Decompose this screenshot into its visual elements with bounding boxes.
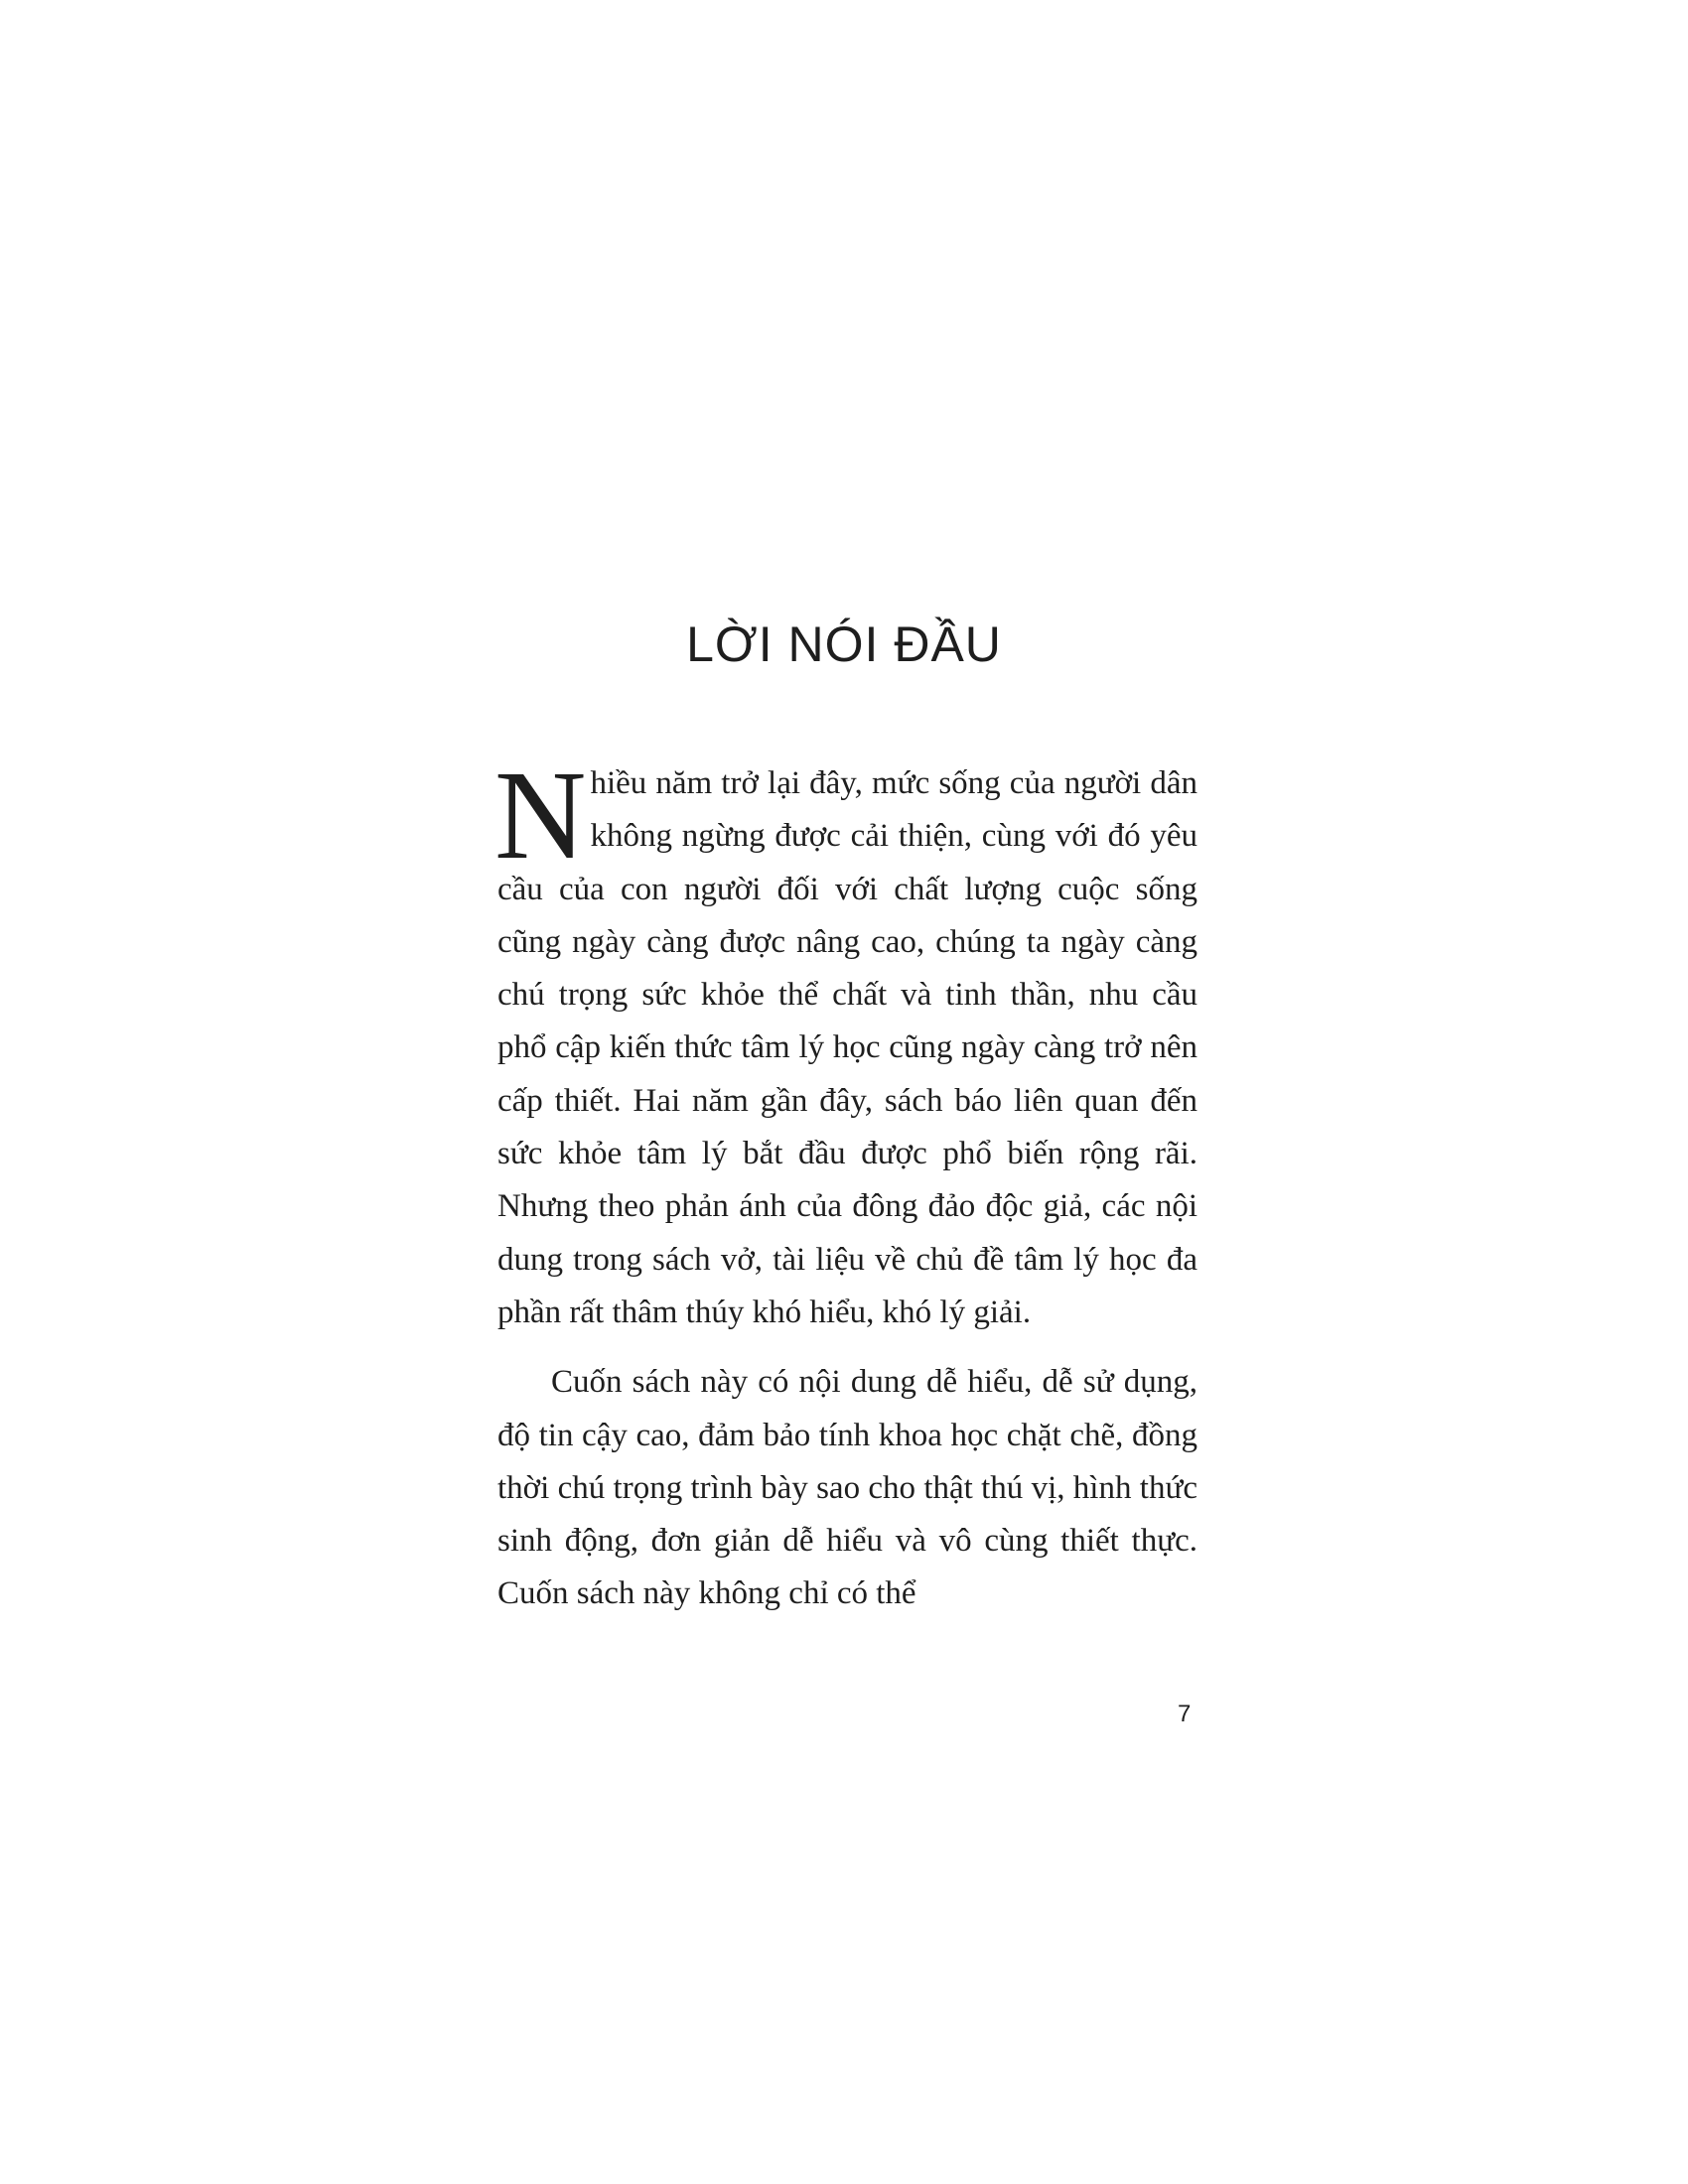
- drop-cap: N: [494, 745, 587, 886]
- page-number: 7: [1178, 1701, 1192, 1727]
- body-text: [494, 745, 1197, 1621]
- page-title: LỜI NÓI ĐẦU: [686, 616, 1002, 672]
- paragraph-1: [494, 745, 1197, 1339]
- paragraph-1-text: hiều năm trở lại đây, mức sống của người dân không ngừng được cải thiện, cùng với đó yêu cầu của con người đối với chất lượng cuộc sống cũng ngày càng được nâng cao, chúng ta ngày càng chú trọng sức khỏe thể chất và tinh thần, nhu cầu phổ cập kiến thức tâm lý học cũng ngày càng trở nên cấp thiết. Hai năm gần đây, sách báo liên quan đến sức khỏe tâm lý bắt đầu được phổ biến rộng rãi. Nhưng theo phản ánh của đông đảo độc giả, các nội dung trong sách vở, tài liệu về chủ đề tâm lý học đa phần rất thâm thúy khó hiểu, khó lý giải.: [497, 765, 1197, 1330]
- paragraph-2: Cuốn sách này có nội dung dễ hiểu, dễ sử dụng, độ tin cậy cao, đảm bảo tính khoa học chặt chẽ, đồng thời chú trọng trình bày sao cho thật thú vị, hình thức sinh động, đơn giản dễ hiểu và vô cùng thiết thực. Cuốn sách này không chỉ có thể: [497, 1364, 1197, 1612]
